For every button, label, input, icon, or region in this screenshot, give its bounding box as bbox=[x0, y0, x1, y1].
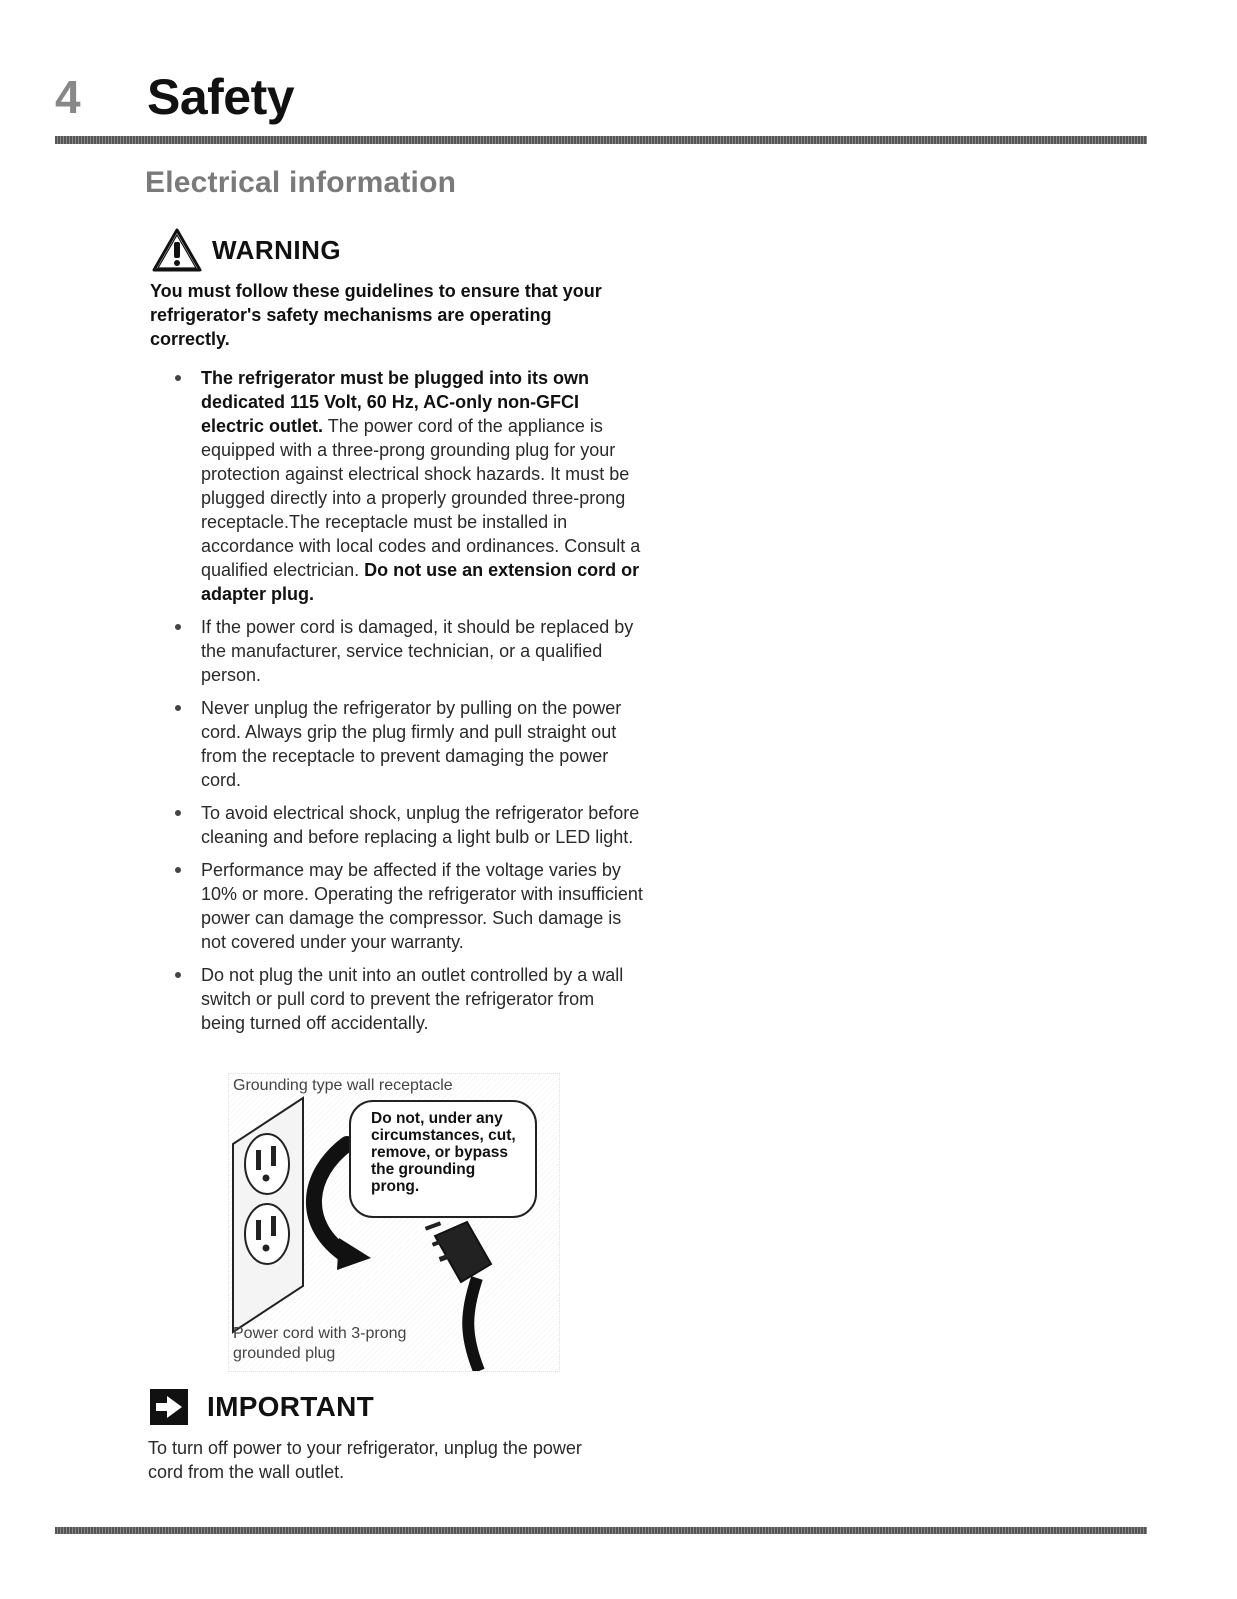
receptacle-icon bbox=[245, 1204, 289, 1264]
bullet-dot bbox=[175, 624, 181, 630]
top-divider bbox=[55, 136, 1147, 144]
arrow-right-box-icon bbox=[149, 1388, 189, 1426]
warning-header bbox=[150, 226, 341, 274]
list-item bbox=[173, 615, 643, 687]
list-item bbox=[173, 801, 643, 849]
bullet-text: Do not plug the unit into an outlet controlled by a wall switch or pull cord to prevent the refrigerator from being turned off accidentally. bbox=[201, 965, 624, 1033]
bullet-text: The power cord of the appliance is equipped with a three-prong grounding plug for your protection against electrical shock hazards. It must be plugged directly into a properly grounded three-prong receptacle.The receptacle must be installed in accordance with local codes and ordinances. Consult a qualified electrician. bbox=[201, 416, 641, 580]
bullet-text: To avoid electrical shock, unplug the refrigerator before cleaning and before replacing a light bulb or LED light. bbox=[201, 803, 640, 847]
section-title: Electrical information bbox=[145, 166, 457, 199]
power-cord-icon bbox=[468, 1278, 479, 1371]
important-header bbox=[149, 1388, 374, 1426]
bullet-dot bbox=[175, 972, 181, 978]
bullet-bold-text: The refrigerator must be plugged into its own dedicated 115 Volt, 60 Hz, AC-only non-GFCI electric outlet. bbox=[201, 368, 590, 436]
bullet-text: Never unplug the refrigerator by pulling on the power cord. Always grip the plug firmly and pull straight out from the receptacle to prevent damaging the power cord. bbox=[201, 698, 622, 790]
chapter-header bbox=[55, 62, 294, 132]
chapter-number: 4 bbox=[55, 71, 81, 123]
bullet-dot bbox=[175, 867, 181, 873]
guideline-list bbox=[173, 366, 643, 1044]
figure-label-power-cord: Power cord with 3-prong grounded plug bbox=[233, 1325, 407, 1362]
warning-intro: You must follow these guidelines to ensure that your refrigerator's safety mechanisms are operating correctly. bbox=[150, 281, 602, 349]
bottom-divider bbox=[55, 1527, 1147, 1534]
list-item bbox=[173, 963, 643, 1035]
list-item bbox=[173, 366, 643, 606]
important-title: IMPORTANT bbox=[207, 1391, 375, 1422]
grounding-plug-illustration bbox=[228, 1073, 560, 1372]
figure-label-receptacle: Grounding type wall receptacle bbox=[233, 1077, 453, 1094]
grounding-prong-callout: Do not, under any circumstances, cut, remove, or bypass the grounding prong. bbox=[349, 1100, 537, 1218]
warning-triangle-icon bbox=[150, 226, 204, 274]
plug-icon bbox=[435, 1222, 491, 1282]
bullet-text: Performance may be affected if the voltage varies by 10% or more. Operating the refrigerator with insufficient power can damage the compressor. Such damage is not covered under your warranty. bbox=[201, 860, 643, 952]
bullet-bold-end: Do not use an extension cord or adapter plug. bbox=[201, 560, 640, 604]
warning-title: WARNING bbox=[212, 234, 342, 265]
chapter-title: Safety bbox=[147, 69, 295, 125]
receptacle-icon bbox=[245, 1134, 289, 1194]
bullet-dot bbox=[175, 375, 181, 381]
bullet-dot bbox=[175, 705, 181, 711]
list-item bbox=[173, 696, 643, 792]
curved-arrow-icon bbox=[314, 1144, 347, 1256]
bullet-dot bbox=[175, 810, 181, 816]
bullet-text: If the power cord is damaged, it should be replaced by the manufacturer, service technician, or a qualified person. bbox=[201, 617, 634, 685]
important-text: To turn off power to your refrigerator, unplug the power cord from the wall outlet. bbox=[148, 1438, 582, 1482]
list-item bbox=[173, 858, 643, 954]
